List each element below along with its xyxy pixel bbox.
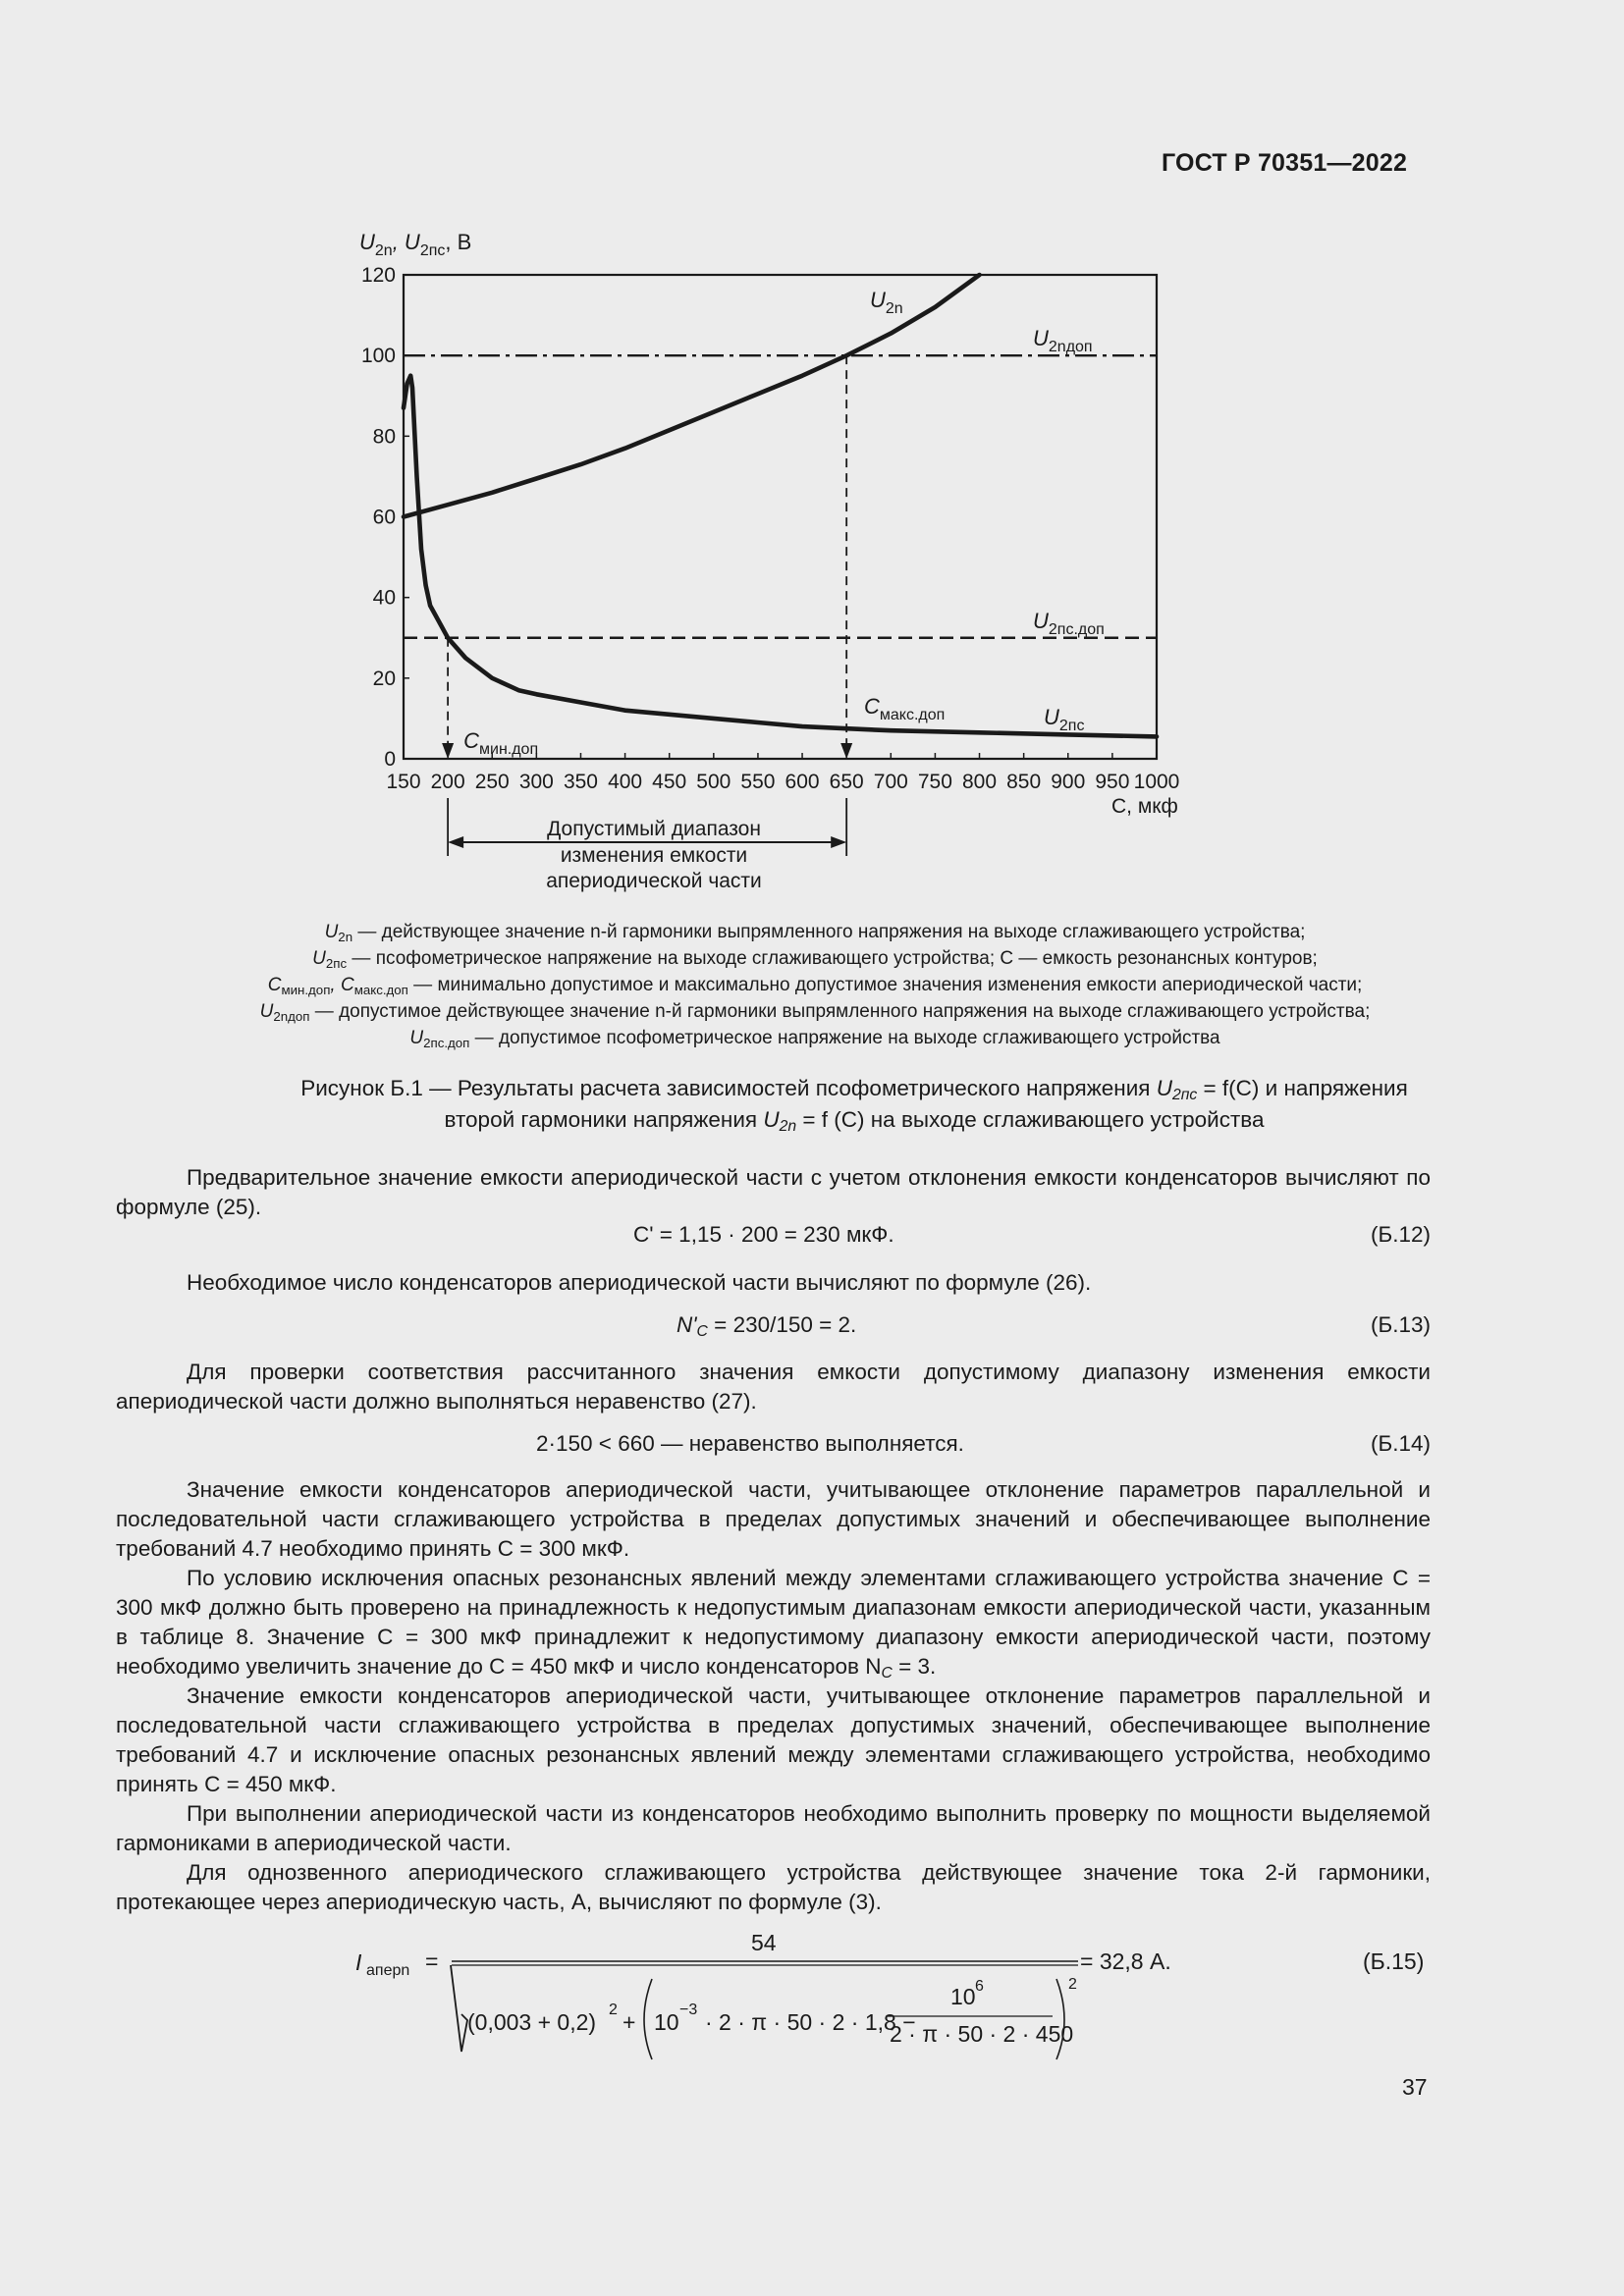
x-tick-label: 400 <box>608 771 643 793</box>
x-tick-label: 650 <box>829 771 864 793</box>
page-number: 37 <box>1402 2074 1428 2100</box>
x-tick-label: 750 <box>917 771 952 793</box>
paren-left <box>644 1979 652 2059</box>
y-tick-label: 60 <box>372 506 396 529</box>
u2ps-curve <box>404 376 1157 737</box>
u2ps-curve-label: $U_{2пс}$ <box>1044 705 1085 734</box>
x-tick-label: 700 <box>873 771 908 793</box>
paragraphs-main <box>116 1475 1431 1917</box>
x-tick-label: 950 <box>1095 771 1130 793</box>
range-annotation-line: Допустимый диапазон <box>547 818 761 840</box>
equation-number-b15: (Б.15) <box>1363 1949 1425 1974</box>
x-tick-label: 150 <box>386 771 421 793</box>
chart <box>0 0 1624 923</box>
formula-b13: $N'_C = 230/150 = 2$. <box>677 1312 857 1340</box>
x-tick-label: 800 <box>962 771 998 793</box>
legend-line-2: $U_{2пс}$ — псофометрическое напряжение на выходе сглаживающего устройства; С — емкость резонансных контуров; <box>312 948 1318 971</box>
equation-number-b12: (Б.12) <box>1370 1222 1431 1247</box>
equation-number-b14: (Б.14) <box>1370 1431 1431 1456</box>
paragraph-1: Предварительное значение емкости апериодической части с учетом отклонения емкости конденсаторов вычисляют по формуле (25). <box>116 1165 1431 1219</box>
paragraph-6: Значение емкости конденсаторов апериодической части, учитывающее отклонение параметров параллельной и последовательной части сглаживающего устройства в пределах допустимых значений, обеспечивающее выполнение требований 4.7 и исключение опасных резонансных явлений между элементами сглаживающего устройства, необходимо принять С = 450 мкФ. <box>116 1683 1431 1796</box>
x-tick-label: 300 <box>518 771 554 793</box>
sqrt-sign <box>451 1965 467 2052</box>
c-min-arrow <box>442 743 454 759</box>
paragraph-7: При выполнении апериодической части из конденсаторов необходимо выполнить проверку по мощности выделяемой гармониками в апериодической части. <box>116 1801 1431 1855</box>
paragraph-5: По условию исключения опасных резонансных явлений между элементами сглаживающего устройства значение С = 300 мкФ должно быть проверено на принадлежность к недопустимым диапазонам емкости апериодической части, указанным в таблице 8. Значение С = 300 мкФ принадлежит к недопустимому диапазону емкости апериодической части, поэтому необходимо увеличить значение до С = 450 мкФ и число конденсаторов $N_C = 3$. <box>116 1566 1431 1682</box>
paragraph-4: Значение емкости конденсаторов апериодической части, учитывающее отклонение параметров параллельной и последовательной части сглаживающего устройства в пределах допустимых значений и обеспечивающее выполнение требований 4.7 необходимо принять С = 300 мкФ. <box>116 1477 1431 1561</box>
u2ps-limit-label: $U_{2пс.доп}$ <box>1033 608 1105 638</box>
equation-number-b13: (Б.13) <box>1370 1312 1431 1337</box>
formula-d1-exp: 2 <box>609 2002 618 2018</box>
x-axis-label: С, мкф <box>1111 795 1178 818</box>
c-min-label: $С_{мин.доп}$ <box>463 728 539 758</box>
y-tick-label: 40 <box>372 586 396 610</box>
u2n-limit-label: $U_{2nдоп}$ <box>1033 326 1093 356</box>
y-tick-label: 80 <box>372 425 396 449</box>
formula-frac-num: 10 <box>950 1984 976 2009</box>
x-tick-label: 350 <box>563 771 598 793</box>
y-axis-label: $U_{2n}$, $U_{2пс}$, В <box>359 230 472 259</box>
formula-numerator: 54 <box>751 1930 777 1955</box>
formula-lhs: I <box>355 1949 362 1975</box>
x-tick-label: 550 <box>740 771 776 793</box>
c-max-label: $С_{макс.доп}$ <box>864 694 946 723</box>
formula-outer-exp: 2 <box>1068 1976 1077 1993</box>
figure-caption: Рисунок Б.1 — Результаты расчета зависимостей псофометрического напряжения $U_{2пс} = f(C)$ и напряжения второй гармоники напряжения $U_{2n} = f$ (C) на выходе сглаживающего устройства <box>300 1076 1408 1135</box>
formula-d2a-exp: −3 <box>679 2002 698 2018</box>
formula-plus: + <box>623 2009 636 2035</box>
formula-result: = 32,8 А. <box>1080 1949 1171 1974</box>
x-tick-label: 850 <box>1006 771 1042 793</box>
formula-lhs-sub: аперn <box>366 1962 410 1979</box>
range-arrow-left <box>448 836 463 848</box>
x-tick-label: 500 <box>696 771 731 793</box>
range-arrow-right <box>831 836 846 848</box>
range-annotation-line: апериодической части <box>546 870 762 892</box>
x-tick-label: 600 <box>785 771 820 793</box>
c-max-arrow <box>840 743 852 759</box>
legend-line-4: $U_{2nдоп}$ — допустимое действующее значение n-й гармоники выпрямленного напряжения на выходе сглаживающего устройства; <box>259 1001 1371 1024</box>
range-annotation-line: изменения емкости <box>560 844 748 867</box>
x-tick-label: 450 <box>652 771 687 793</box>
figure-legend <box>98 919 1532 1051</box>
x-tick-label: 900 <box>1051 771 1086 793</box>
y-tick-label: 20 <box>372 667 396 690</box>
y-tick-label: 120 <box>360 264 396 287</box>
formula-frac-den: 2 · π · 50 · 2 · 450 <box>890 2021 1074 2047</box>
paragraph-3: Для проверки соответствия рассчитанного значения емкости допустимому диапазону изменения емкости апериодической части должно выполняться неравенство (27). <box>116 1360 1431 1414</box>
y-tick-label: 100 <box>360 345 396 368</box>
paren-right <box>1056 1979 1064 2059</box>
legend-line-1: $U_{2n}$ — действующее значение n-й гармоники выпрямленного напряжения на выходе сглаживающего устройства; <box>324 922 1306 944</box>
u2n-curve-label: $U_{2n}$ <box>870 288 903 317</box>
legend-line-5: $U_{2пс.доп}$ — допустимое псофометрическое напряжение на выходе сглаживающего устройства <box>409 1028 1220 1050</box>
document-id-header: ГОСТ Р 70351—2022 <box>1162 149 1408 177</box>
x-tick-label: 1000 <box>1133 771 1180 793</box>
legend-line-3: $С_{мин.доп}$, $С_{макс.доп}$ — минимально допустимое и максимально допустимое значения изменения емкости апериодической части; <box>267 975 1363 997</box>
formula-b12: C' = 1,15 · 200 = 230 мкФ. <box>633 1222 894 1247</box>
x-tick-label: 200 <box>430 771 465 793</box>
formula-d1: (0,003 + 0,2) <box>467 2009 597 2035</box>
formula-frac-num-exp: 6 <box>975 1978 984 1995</box>
y-tick-label: 0 <box>384 748 396 771</box>
x-tick-label: 250 <box>474 771 510 793</box>
formula-b14: 2·150 < 660 — неравенство выполняется. <box>536 1431 964 1456</box>
paragraph-2: Необходимое число конденсаторов апериодической части вычисляют по формуле (26). <box>187 1270 1092 1295</box>
paragraph-8: Для однозвенного апериодического сглаживающего устройства действующее значение тока 2-й гармоники, протекающее через апериодическую часть, А, вычисляют по формуле (3). <box>116 1860 1431 1914</box>
formula-eq: = <box>425 1949 439 1974</box>
formula-d2b: · 2 · π · 50 · 2 · 1,8 − <box>705 2009 916 2035</box>
formula-d2a: 10 <box>654 2009 679 2035</box>
